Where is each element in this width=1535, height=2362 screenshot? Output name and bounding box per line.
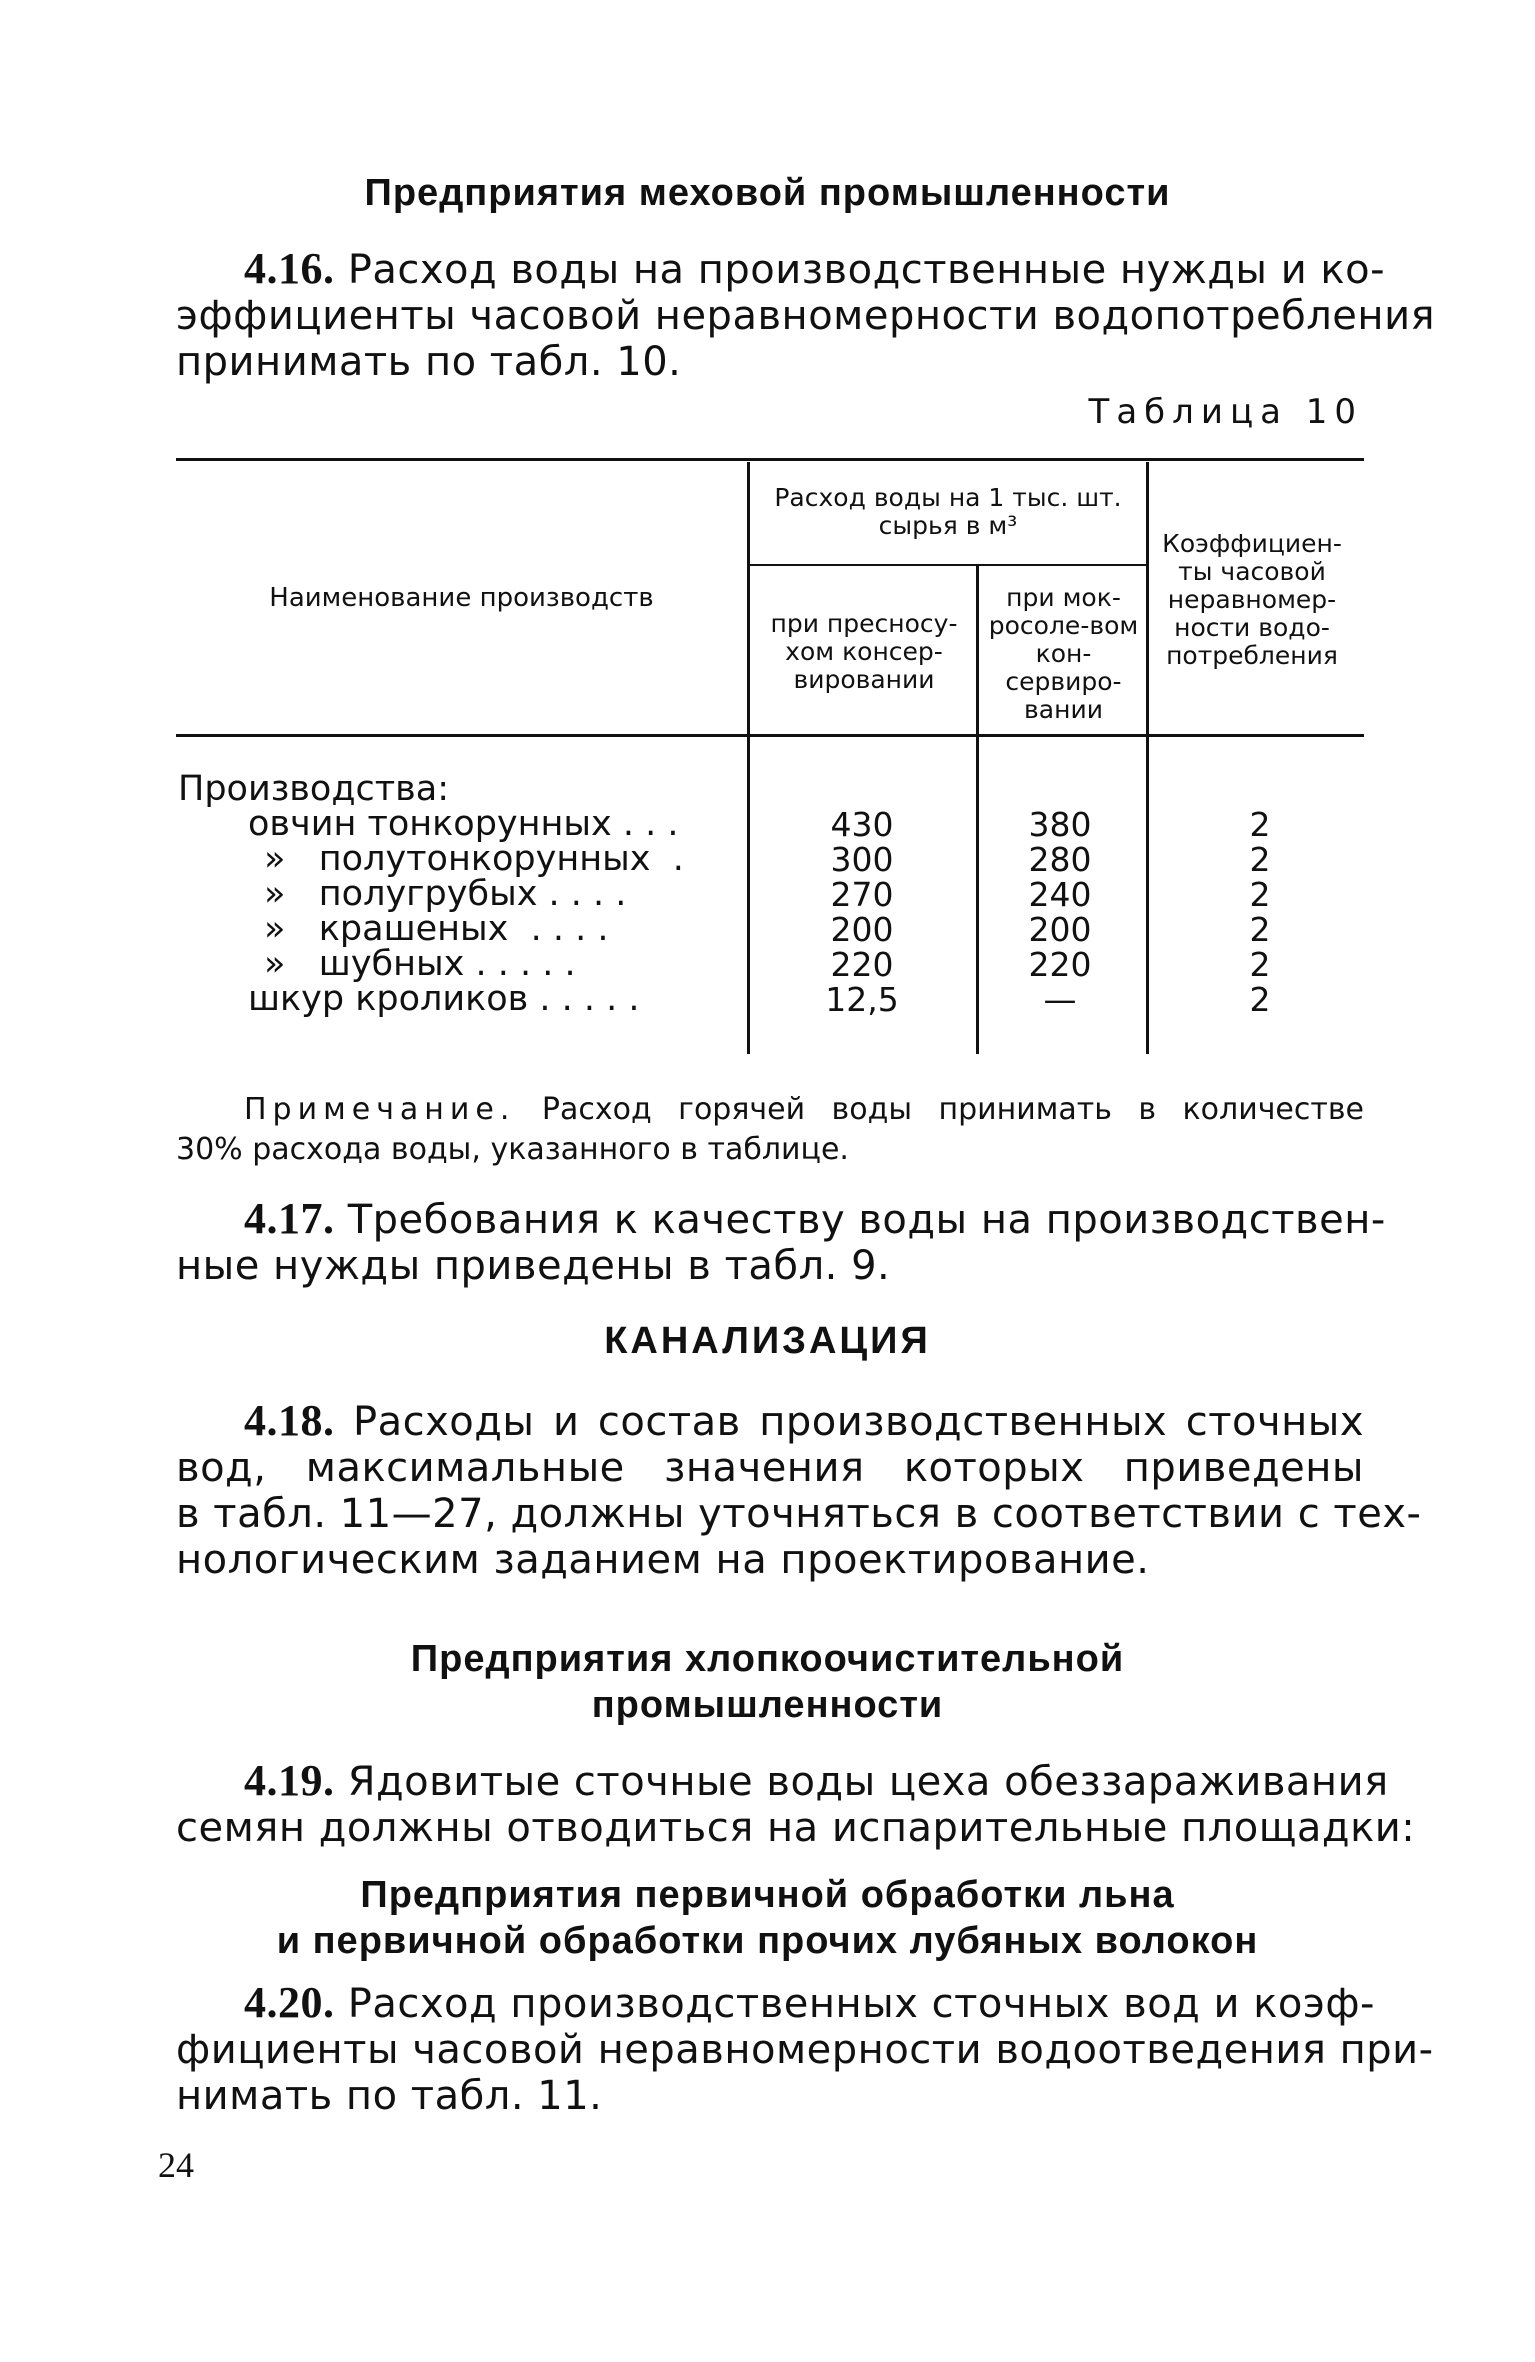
row-dry: 220 bbox=[830, 945, 894, 984]
row-coef: 2 bbox=[1249, 840, 1271, 879]
row-dry: 12,5 bbox=[825, 980, 899, 1019]
row-name: » полугрубых . . . . bbox=[264, 874, 627, 914]
row-wet: 200 bbox=[1028, 910, 1092, 949]
table-note: Примечание. Расход горячей воды принимать в количестве 30% расхода воды, указанного в таблице. bbox=[176, 1092, 1364, 1167]
row-wet: 220 bbox=[1028, 945, 1092, 984]
page-number: 24 bbox=[158, 2145, 194, 2185]
column-header-wet: при мок-росоле-вом кон-сервиро-вании bbox=[988, 583, 1139, 724]
table-subheader-rule bbox=[750, 564, 1146, 566]
table-header-rule bbox=[176, 734, 1364, 737]
row-coef: 2 bbox=[1249, 805, 1271, 844]
table-divider bbox=[747, 462, 750, 1054]
table-caption: Таблица 10 bbox=[1088, 392, 1363, 432]
column-header-dry: при пресносу-хом консер-вировании bbox=[770, 609, 958, 694]
row-coef: 2 bbox=[1249, 910, 1271, 949]
table-top-rule bbox=[176, 458, 1364, 461]
paragraph-4-19: 4.19. Ядовитые сточные воды цеха обеззараживания семян должны отводиться на испарительные площадки: bbox=[176, 1756, 1416, 1851]
note-label: Примечание. bbox=[244, 1092, 516, 1127]
paragraph-number: 4.16. bbox=[244, 244, 335, 293]
row-wet: 280 bbox=[1028, 840, 1092, 879]
row-name: » полутонкорунных . bbox=[264, 839, 684, 879]
section-heading-flax: Предприятия первичной обработки льна bbox=[360, 1874, 1175, 1916]
column-header-name: Наименование производств bbox=[269, 583, 654, 613]
paragraph-4-18: 4.18. Расходы и состав производственных сточных вод, максимальные значения которых приведены в табл. 11—27, должны уточняться в соответствии с тех- нологическим заданием на проектирование. bbox=[176, 1396, 1422, 1583]
paragraph-number: 4.19. bbox=[244, 1756, 335, 1805]
row-dry: 270 bbox=[830, 875, 894, 914]
section-heading-fur: Предприятия меховой промышленности bbox=[364, 172, 1171, 214]
paragraph-number: 4.18. bbox=[244, 1396, 335, 1445]
column-header-water-group: Расход воды на 1 тыс. шт. сырья в м³ bbox=[774, 483, 1122, 540]
row-dry: 200 bbox=[830, 910, 894, 949]
row-coef: 2 bbox=[1249, 945, 1271, 984]
row-wet: — bbox=[1043, 980, 1077, 1019]
row-name: » шубных . . . . . bbox=[264, 944, 576, 984]
paragraph-4-17: 4.17. Требования к качеству воды на производствен- ные нужды приведены в табл. 9. bbox=[176, 1194, 1386, 1289]
section-heading-cotton-line2: промышленности bbox=[591, 1684, 944, 1726]
section-heading-flax-line2: и первичной обработки прочих лубяных волокон bbox=[276, 1920, 1259, 1962]
column-header-coef: Коэффициен-ты часовой неравномер-ности водо-потребления bbox=[1162, 529, 1342, 670]
section-heading-cotton: Предприятия хлопкоочистительной bbox=[410, 1638, 1125, 1680]
paragraph-number: 4.20. bbox=[244, 1978, 335, 2027]
row-wet: 380 bbox=[1028, 805, 1092, 844]
section-heading-sewer: КАНАЛИЗАЦИЯ bbox=[604, 1320, 931, 1362]
table-divider bbox=[976, 566, 979, 1054]
row-coef: 2 bbox=[1249, 875, 1271, 914]
row-wet: 240 bbox=[1028, 875, 1092, 914]
table-divider bbox=[1146, 462, 1149, 1054]
row-name: » крашеных . . . . bbox=[264, 909, 609, 949]
row-dry: 430 bbox=[830, 805, 894, 844]
group-label: Производства: bbox=[178, 769, 450, 809]
row-name: овчин тонкорунных . . . bbox=[248, 804, 679, 844]
row-coef: 2 bbox=[1249, 980, 1271, 1019]
row-dry: 300 bbox=[830, 840, 894, 879]
paragraph-number: 4.17. bbox=[244, 1194, 335, 1243]
paragraph-4-16: 4.16. Расход воды на производственные нужды и ко- эффициенты часовой неравномерности водопотребления принимать по табл. 10. bbox=[176, 244, 1436, 385]
paragraph-4-20: 4.20. Расход производственных сточных вод и коэф- фициенты часовой неравномерности водоотведения при- нимать по табл. 11. bbox=[176, 1978, 1434, 2119]
row-name: шкур кроликов . . . . . bbox=[248, 979, 640, 1019]
